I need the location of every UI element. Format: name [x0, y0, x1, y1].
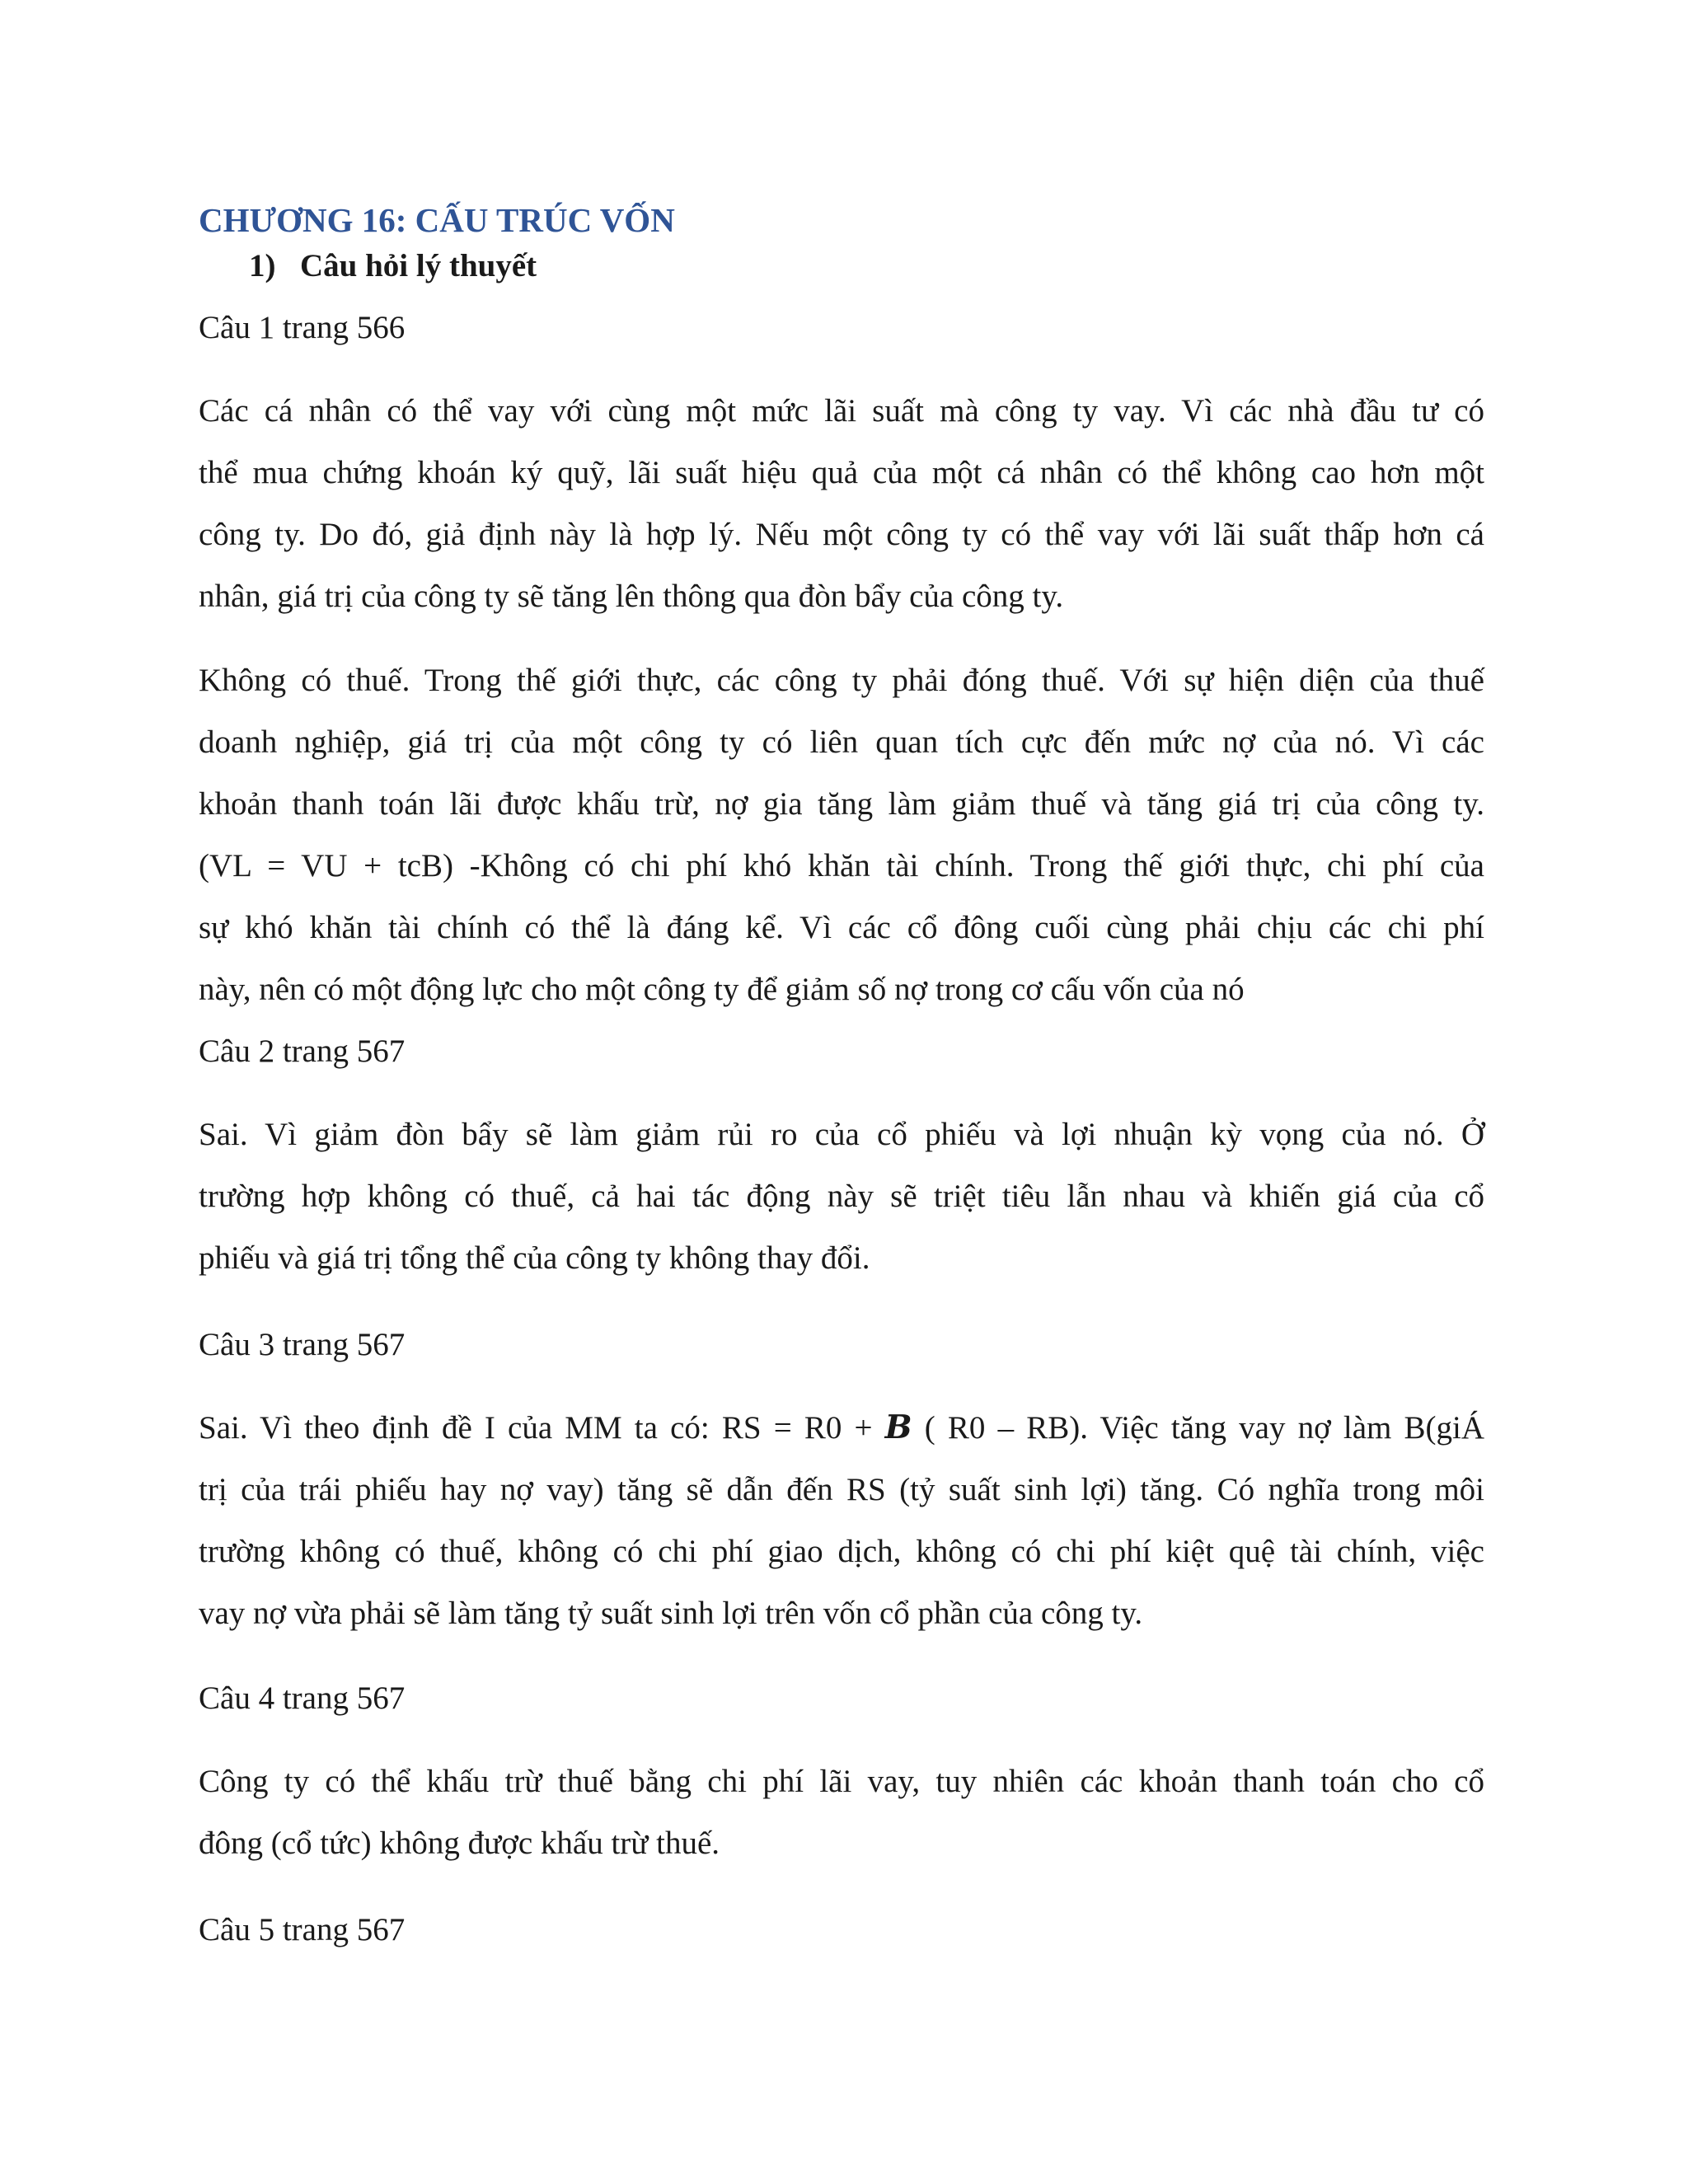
section-number: 1) [249, 248, 276, 284]
text-line [199, 1397, 1484, 1459]
question-label: Câu 1 trang 566 [199, 310, 406, 345]
question-label: Câu 3 trang 567 [199, 1327, 406, 1362]
text-line: Sai. Vì giảm đòn bẩy sẽ làm giảm rủi ro của cổ phiếu và lợi nhuận kỳ vọng của nó. Ở [199, 1117, 1484, 1152]
text-line: doanh nghiệp, giá trị của một công ty có liên quan tích cực đến mức nợ của nó. Vì các [199, 724, 1484, 760]
text-line: phiếu và giá trị tổng thể của công ty không thay đổi. [199, 1240, 870, 1276]
answer-paragraph [199, 1397, 1484, 1644]
formula-text: Sai. Vì theo định đề I của MM ta có: RS = R0 + [199, 1410, 885, 1446]
question-label: Câu 2 trang 567 [199, 1033, 406, 1069]
text-line: thể mua chứng khoán ký quỹ, lãi suất hiệu quả của một cá nhân có thể không cao hơn một [199, 455, 1484, 490]
text-line: vay nợ vừa phải sẽ làm tăng tỷ suất sinh lợi trên vốn cổ phần của công ty. [199, 1596, 1143, 1631]
text-line: này, nên có một động lực cho một công ty để giảm số nợ trong cơ cấu vốn của nó [199, 972, 1245, 1007]
text-line: trường không có thuế, không có chi phí giao dịch, không có chi phí kiệt quệ tài chính, việc [199, 1534, 1484, 1569]
answer-paragraph [199, 649, 1484, 1020]
question-label: Câu 5 trang 567 [199, 1912, 406, 1947]
text-line: khoản thanh toán lãi được khấu trừ, nợ gia tăng làm giảm thuế và tăng giá trị của công ty. [199, 786, 1484, 822]
text-line: nhân, giá trị của công ty sẽ tăng lên thông qua đòn bẩy của công ty. [199, 579, 1064, 614]
formula-text: ( R0 – RB). Việc tăng vay nợ làm B(giÁ [912, 1410, 1484, 1446]
text-line: Các cá nhân có thể vay với cùng một mức lãi suất mà công ty vay. Vì các nhà đầu tư có [199, 393, 1484, 429]
answer-paragraph [199, 1750, 1484, 1874]
text-line: trị của trái phiếu hay nợ vay) tăng sẽ dẫn đến RS (tỷ suất sinh lợi) tăng. Có nghĩa trong môi [199, 1472, 1484, 1507]
section-title: Câu hỏi lý thuyết [300, 248, 537, 284]
text-line: (VL = VU + tcB) -Không có chi phí khó khăn tài chính. Trong thế giới thực, chi phí của [199, 848, 1484, 883]
chapter-title: CHƯƠNG 16: CẤU TRÚC VỐN [199, 201, 675, 239]
formula-beta-symbol: 𝑩 [884, 1410, 912, 1446]
text-line: Không có thuế. Trong thế giới thực, các công ty phải đóng thuế. Với sự hiện diện của thuế [199, 663, 1484, 698]
question-label: Câu 4 trang 567 [199, 1680, 406, 1716]
text-line: đông (cổ tức) không được khấu trừ thuế. [199, 1825, 720, 1861]
text-line: công ty. Do đó, giả định này là hợp lý. Nếu một công ty có thể vay với lãi suất thấp hơn cá [199, 517, 1484, 552]
text-line: trường hợp không có thuế, cả hai tác động này sẽ triệt tiêu lẫn nhau và khiến giá của cổ [199, 1179, 1484, 1214]
text-line: sự khó khăn tài chính có thể là đáng kể. Vì các cổ đông cuối cùng phải chịu các chi phí [199, 910, 1484, 945]
answer-paragraph [199, 1104, 1484, 1289]
text-line: Công ty có thể khấu trừ thuế bằng chi phí lãi vay, tuy nhiên các khoản thanh toán cho cổ [199, 1764, 1484, 1799]
section-heading [249, 243, 537, 289]
answer-paragraph [199, 380, 1484, 627]
